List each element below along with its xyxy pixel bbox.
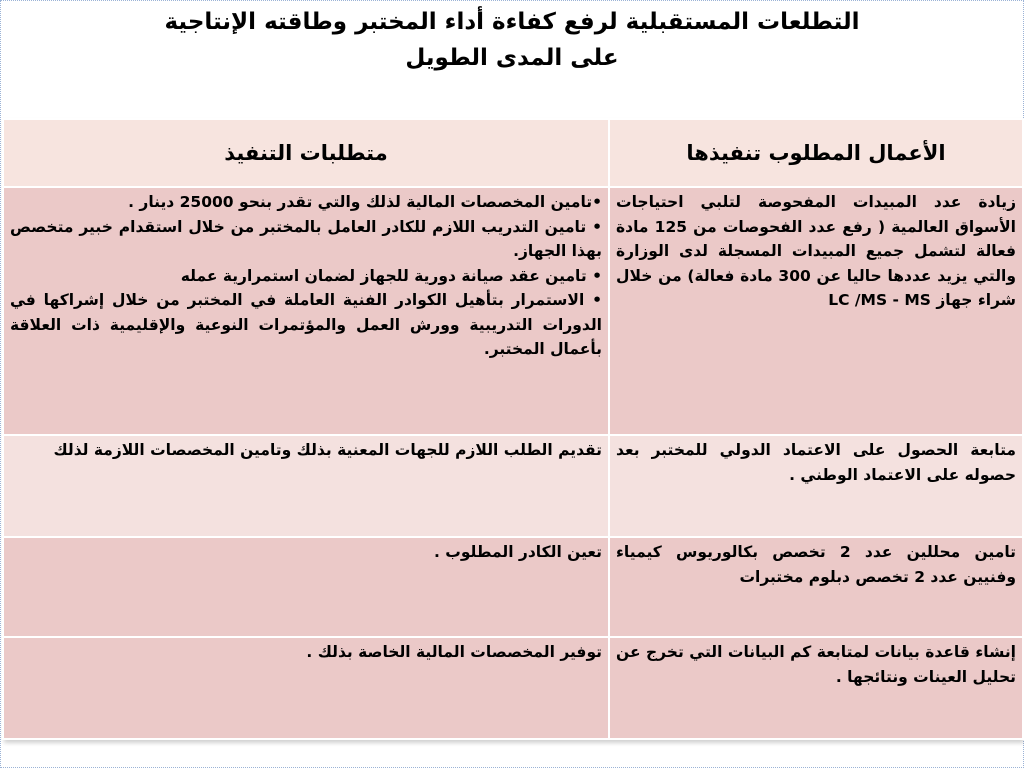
- action-cell: تامين محللين عدد 2 تخصص بكالوريوس كيمياء وفنيين عدد 2 تخصص دبلوم مختبرات: [609, 537, 1023, 637]
- requirement-item: • الاستمرار بتأهيل الكوادر الفنية العاملة في المختبر من خلال إشراكها في الدورات التدريبية وورش العمل والمؤتمرات النوعية والإقليمية ذات العلاقة بأعمال المختبر.: [10, 291, 602, 358]
- action-cell: متابعة الحصول على الاعتماد الدولي للمختبر بعد حصوله على الاعتماد الوطني .: [609, 435, 1023, 537]
- title-line-1: التطلعات المستقبلية لرفع كفاءة أداء المختبر وطاقته الإنتاجية: [164, 9, 860, 35]
- requirement-item: تقديم الطلب اللازم للجهات المعنية بذلك وتامين المخصصات اللازمة لذلك: [53, 441, 602, 459]
- slide-title: [0, 4, 1024, 76]
- action-cell: إنشاء قاعدة بيانات لمتابعة كم البيانات التي تخرج عن تحليل العينات ونتائجها .: [609, 637, 1023, 739]
- table-row: [3, 537, 1023, 637]
- requirement-item: • تامين التدريب اللازم للكادر العامل بالمختبر من خلال استقدام خبير متخصص بهذا الجهاز.: [10, 217, 602, 260]
- requirement-item: • تامين عقد صيانة دورية للجهاز لضمان استمرارية عمله: [180, 266, 602, 285]
- table-header-row: [3, 119, 1023, 187]
- requirements-cell: [3, 187, 609, 435]
- requirement-item: •تامين المخصصات المالية لذلك والتي تقدر بنحو 25000 دينار .: [128, 193, 602, 211]
- title-line-2: على المدى الطويل: [405, 45, 619, 71]
- requirements-cell: [3, 637, 609, 739]
- requirements-cell: [3, 537, 609, 637]
- plan-table: [2, 118, 1024, 740]
- requirement-item: تعين الكادر المطلوب .: [433, 543, 602, 561]
- table-row: [3, 637, 1023, 739]
- requirement-item: توفير المخصصات المالية الخاصة بذلك .: [306, 643, 602, 661]
- action-cell: زيادة عدد المبيدات المفحوصة لتلبي احتياجات الأسواق العالمية ( رفع عدد الفحوصات من 125 مادة فعالة لتشمل جميع المبيدات المسجلة لدى الوزارة والتي يزيد عددها حاليا عن 300 مادة فعالة) من خلال شراء جهاز LC /MS - MS: [609, 187, 1023, 435]
- header-requirements: متطلبات التنفيذ: [3, 119, 609, 187]
- table-row: [3, 187, 1023, 435]
- header-actions: الأعمال المطلوب تنفيذها: [609, 119, 1023, 187]
- requirements-cell: [3, 435, 609, 537]
- table-row: [3, 435, 1023, 537]
